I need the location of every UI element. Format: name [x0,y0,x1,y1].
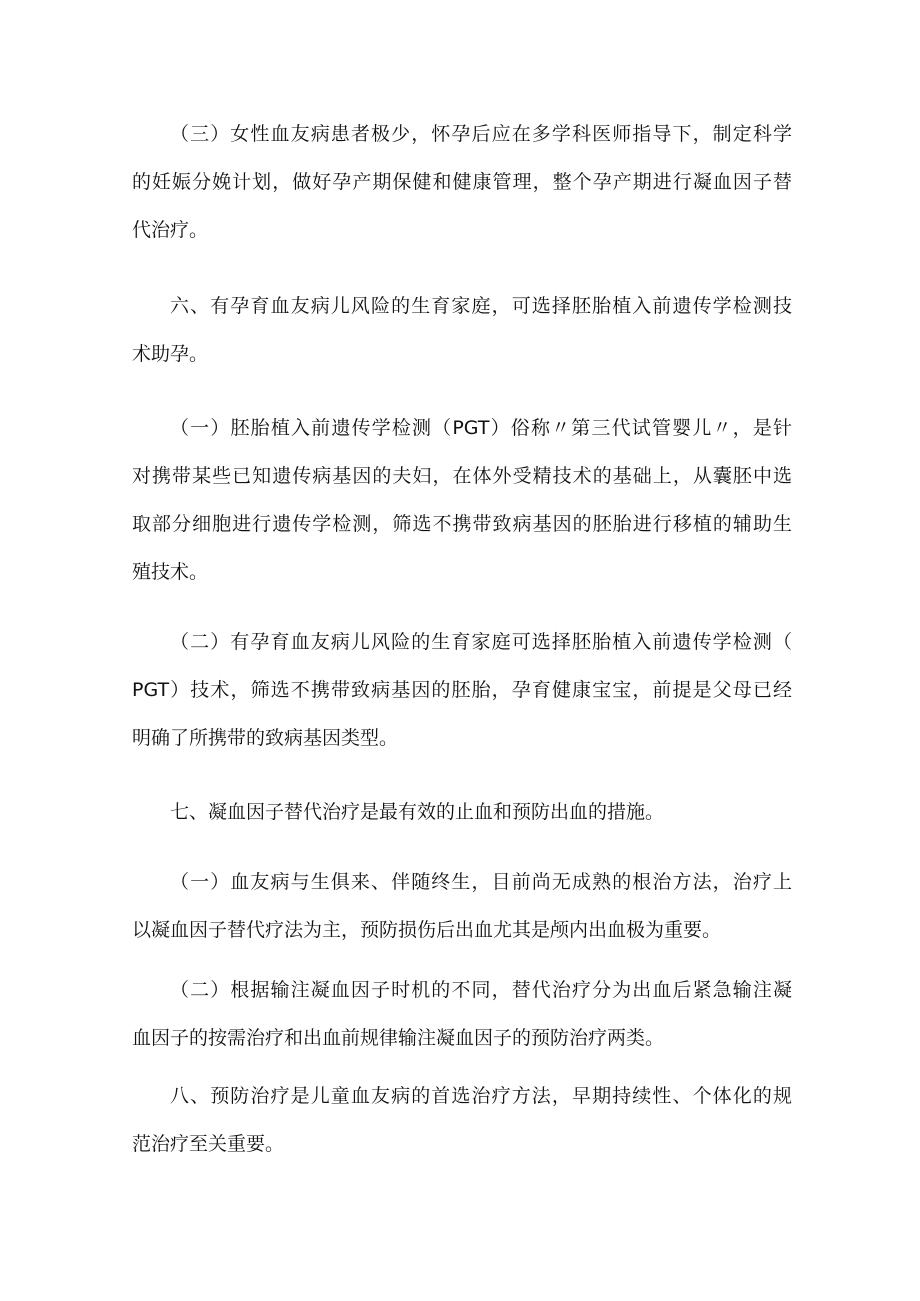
paragraph-line: （一）胚胎植入前遗传学检测（PGT）俗称〃第三代试管婴儿〃，是针 [170,417,792,439]
paragraph-3-pregnancy [132,110,792,254]
section-7-heading [132,788,792,836]
paragraph-line: 术助孕。 [132,343,209,365]
section-6-heading [132,282,792,378]
paragraph-line: 八、预防治疗是儿童血友病的首选治疗方法，早期持续性、个体化的规 [170,1085,792,1107]
paragraph-line: 明确了所携带的致病基因类型。 [132,727,399,749]
paragraph-line: （二）根据输注凝血因子时机的不同，替代治疗分为出血后紧急输注凝 [170,979,792,1001]
paragraph-line: （三）女性血友病患者极少，怀孕后应在多学科医师指导下，制定科学 [170,123,792,145]
paragraph-line: 代治疗。 [132,219,209,241]
paragraph-line: 范治疗至关重要。 [132,1133,285,1155]
paragraph-line: （二）有孕育血友病儿风险的生育家庭可选择胚胎植入前遗传学检测（ [170,631,792,653]
paragraph-line: 取部分细胞进行遗传学检测，筛选不携带致病基因的胚胎进行移植的辅助生 [132,513,792,535]
paragraph-line: 殖技术。 [132,561,209,583]
paragraph-line: 对携带某些已知遗传病基因的夫妇，在体外受精技术的基础上，从囊胚中选 [132,465,792,487]
paragraph-6-2-pgt-families [132,618,792,762]
paragraph-7-1 [132,858,792,954]
paragraph-line: 的妊娠分娩计划，做好孕产期保健和健康管理，整个孕产期进行凝血因子替 [132,171,792,193]
paragraph-6-1-pgt [132,404,792,596]
paragraph-line: PGT）技术，筛选不携带致病基因的胚胎，孕育健康宝宝，前提是父母已经 [132,679,792,701]
paragraph-line: 六、有孕育血友病儿风险的生育家庭，可选择胚胎植入前遗传学检测技 [170,295,792,317]
paragraph-line: 以凝血因子替代疗法为主，预防损伤后出血尤其是颅内出血极为重要。 [132,919,722,941]
paragraph-7-2 [132,966,792,1062]
paragraph-line: （一）血友病与生俱来、伴随终生，目前尚无成熟的根治方法，治疗上 [170,871,792,893]
section-8-heading [132,1072,792,1168]
paragraph-line: 七、凝血因子替代治疗是最有效的止血和预防出血的措施。 [170,801,665,823]
paragraph-line: 血因子的按需治疗和出血前规律输注凝血因子的预防治疗两类。 [132,1027,665,1049]
